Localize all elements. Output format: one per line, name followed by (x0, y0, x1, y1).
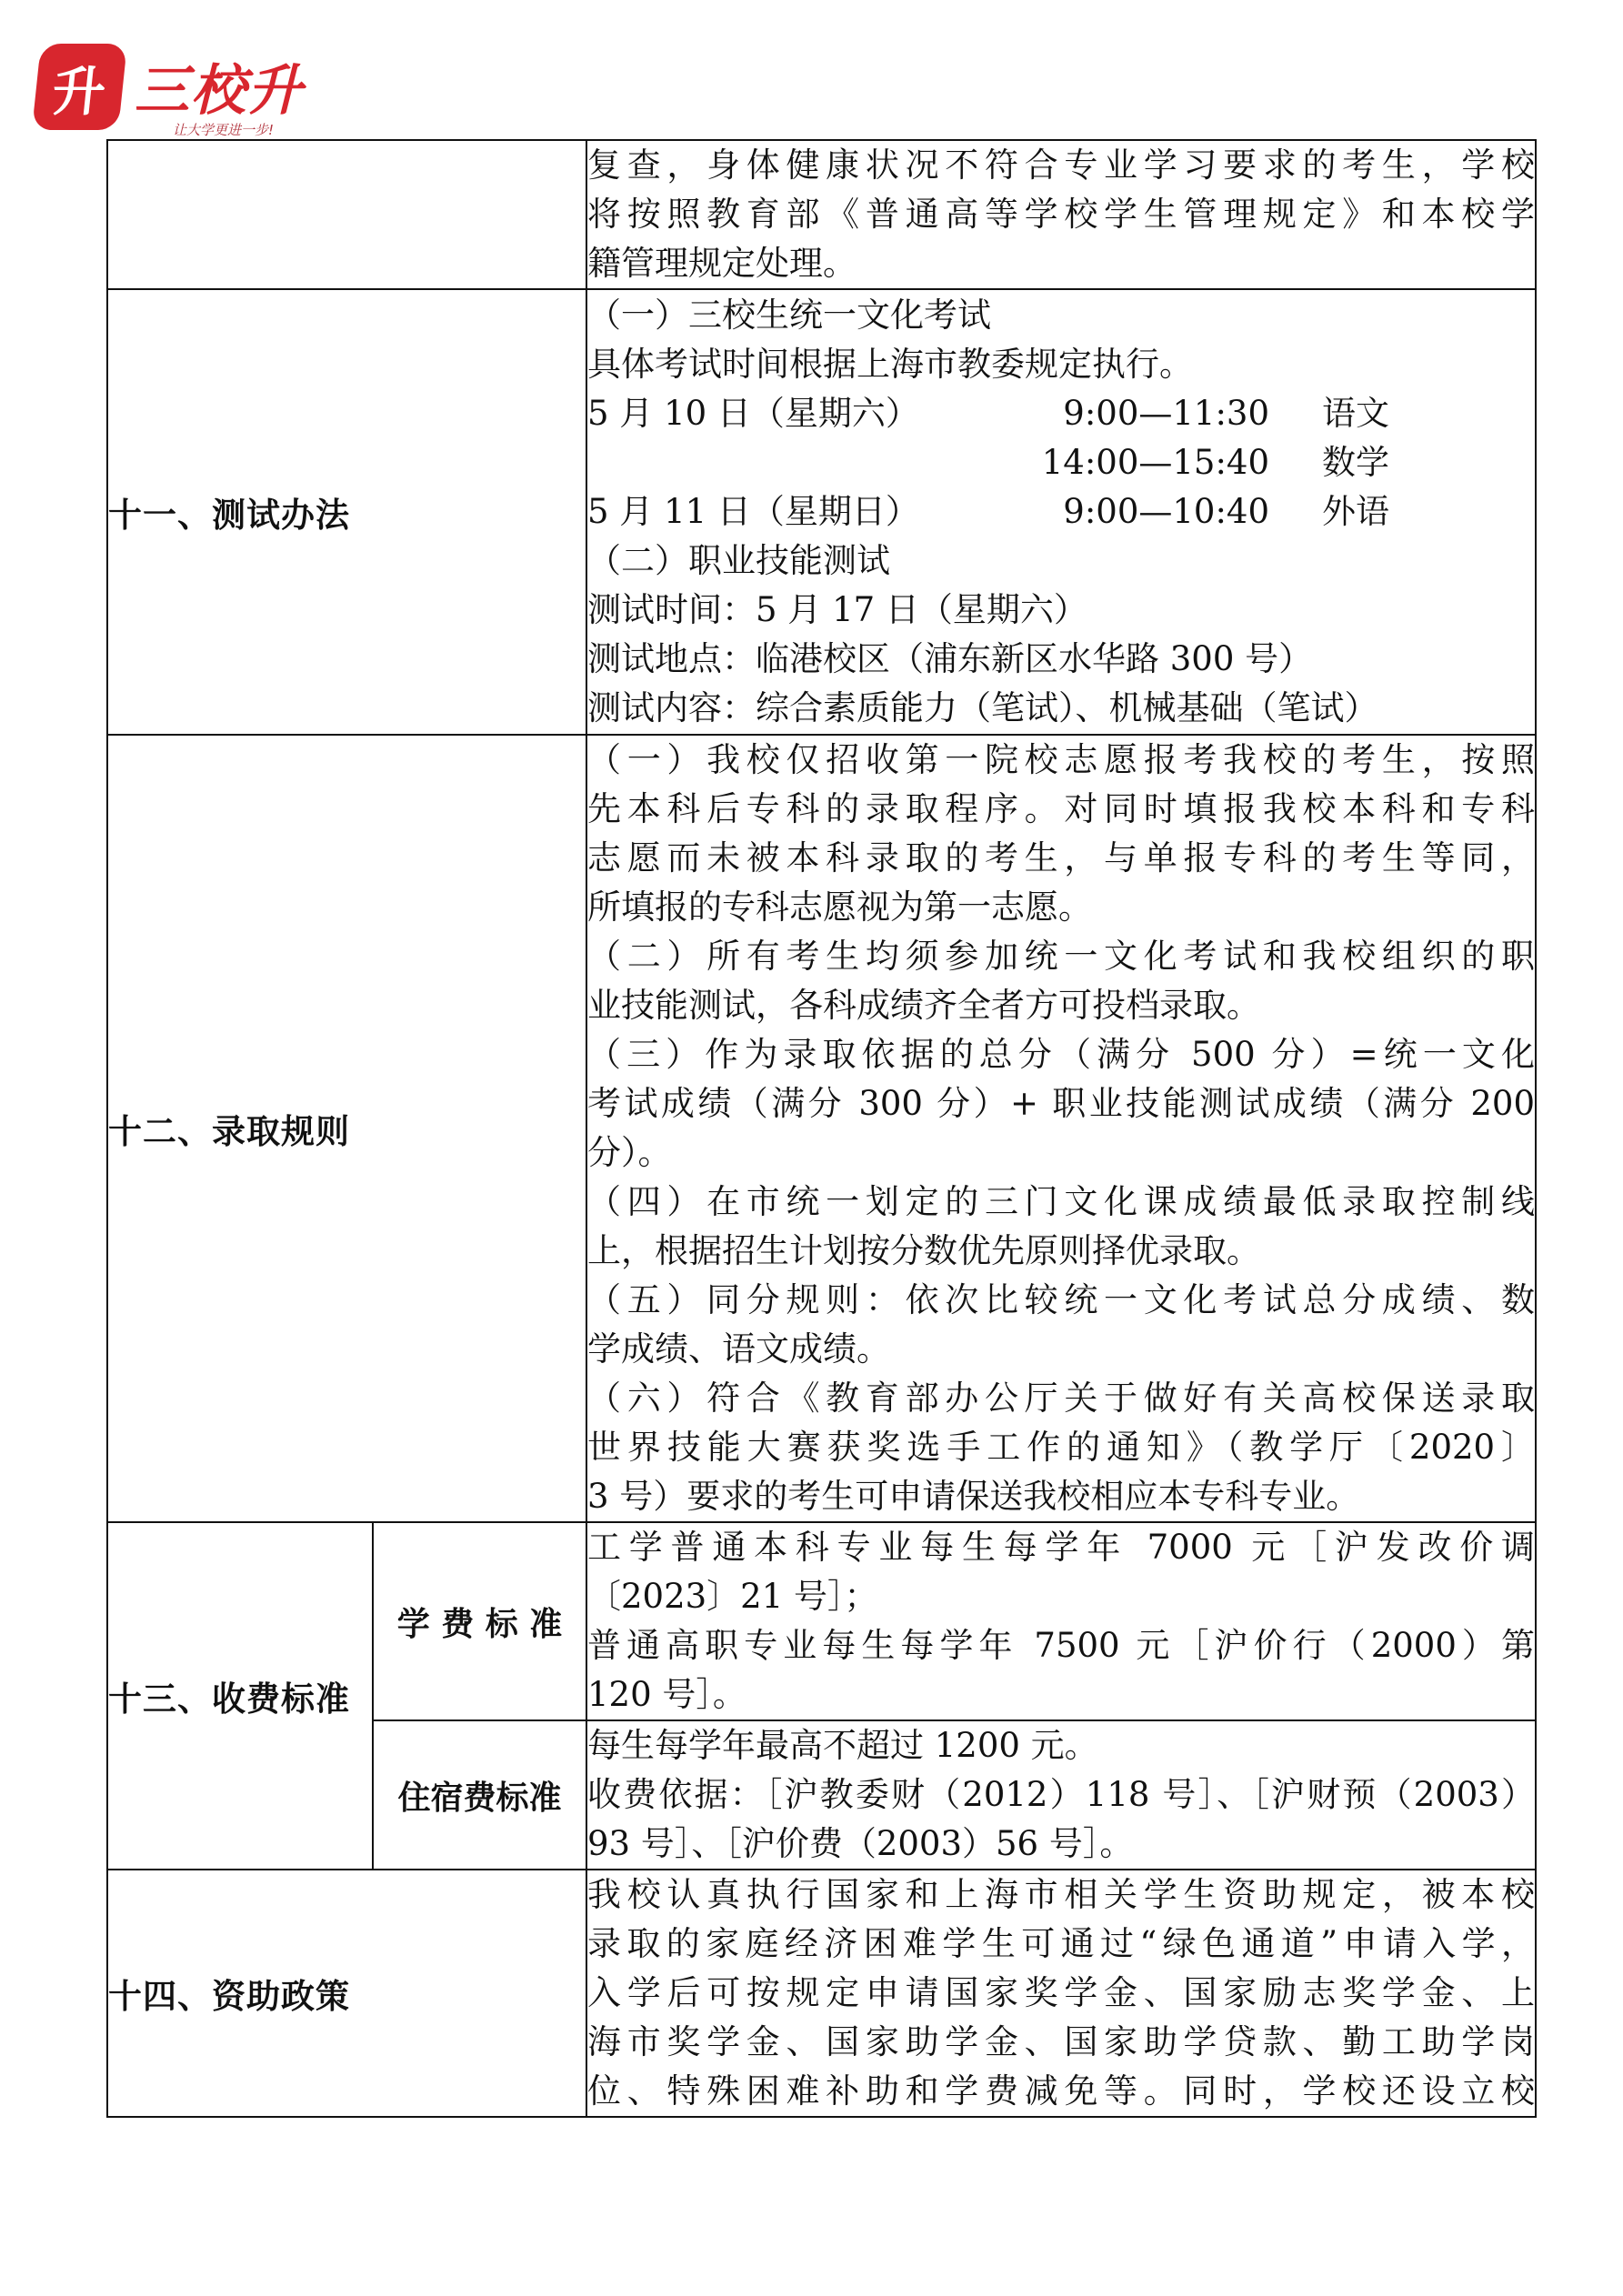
schedule-row (587, 487, 1535, 536)
row-label: 十三、收费标准 (107, 1522, 373, 1870)
text-line: 世界技能大赛获奖选手工作的通知》（教学厅〔2020〕 (587, 1428, 1535, 1467)
schedule-subject: 语文 (1322, 394, 1389, 433)
text-line: 考试成绩（满分 300 分）+ 职业技能测试成绩（满分 200 (587, 1084, 1535, 1123)
text-line: 先本科后专科的录取程序。对同时填报我校本科和专科 (587, 789, 1535, 828)
row-continuation (107, 140, 1536, 289)
text-line: 120 号］。 (587, 1675, 746, 1714)
row-label-empty (107, 140, 586, 289)
text-line: 入学后可按规定申请国家奖学金、国家励志奖学金、上 (587, 1973, 1535, 2012)
text-line: 分）。 (587, 1133, 672, 1172)
text-line: （三）作为录取依据的总分（满分 500 分）=统一文化 (587, 1035, 1535, 1074)
text-line: 93 号］、［沪价费（2003）56 号］。 (587, 1824, 1134, 1863)
text-line: 海市奖学金、国家助学金、国家助学贷款、勤工助学岗 (587, 2022, 1535, 2061)
text-line: 收费依据：［沪教委财（2012）118 号］、［沪财预（2003） (587, 1775, 1535, 1814)
text-line: （五）同分规则：依次比较统一文化考试总分成绩、数 (587, 1280, 1535, 1319)
logo-slogan: 让大学更进一步! (173, 122, 275, 138)
schedule-row (587, 389, 1535, 438)
row-testing-method (107, 289, 1536, 735)
text-line: 所填报的专科志愿视为第一志愿。 (587, 887, 1092, 927)
logo (36, 36, 336, 145)
text-line: （六）符合《教育部办公厅关于做好有关高校保送录取 (587, 1379, 1535, 1418)
row-content (586, 1870, 1536, 2117)
row-financial-aid (107, 1870, 1536, 2117)
row-content (586, 735, 1536, 1522)
text-line: 普通高职专业每生每学年 7500 元［沪价行（2000）第 (587, 1626, 1535, 1665)
text-line: 录取的家庭经济困难学生可通过“绿色通道”申请入学， (587, 1924, 1535, 1963)
schedule-date: 5 月 10 日（星期六） (587, 394, 919, 433)
text-line: 具体考试时间根据上海市教委规定执行。 (587, 345, 1193, 384)
row-admission-rules (107, 735, 1536, 1522)
text-line: （四）在市统一划定的三门文化课成绩最低录取控制线 (587, 1182, 1535, 1221)
dorm-fee-content (586, 1720, 1536, 1870)
row-label: 十四、资助政策 (107, 1870, 586, 2117)
text-line: 每生每学年最高不超过 1200 元。 (587, 1726, 1098, 1765)
row-label: 十二、录取规则 (107, 735, 586, 1522)
dorm-fee-label: 住宿费标准 (373, 1720, 586, 1870)
schedule-subject: 外语 (1322, 492, 1389, 531)
text-line: 测试时间：5 月 17 日（星期六） (587, 590, 1087, 629)
text-line: 复查，身体健康状况不符合专业学习要求的考生，学校 (587, 145, 1535, 185)
logo-badge: 升 (32, 44, 127, 130)
schedule-time: 9:00—10:40 (1063, 492, 1269, 531)
text-line: 测试内容：综合素质能力（笔试）、机械基础（笔试） (587, 688, 1378, 727)
text-line: 我校认真执行国家和上海市相关学生资助规定，被本校 (587, 1875, 1535, 1914)
text-line: 〔2023〕21 号］； (587, 1577, 878, 1616)
row-content (586, 140, 1536, 289)
section-title: （二）职业技能测试 (587, 541, 890, 580)
text-line: （二）所有考生均须参加统一文化考试和我校组织的职 (587, 937, 1535, 976)
text-line: 上，根据招生计划按分数优先原则择优录取。 (587, 1231, 1260, 1270)
schedule-time: 14:00—15:40 (1041, 443, 1269, 482)
text-line: （一）我校仅招收第一院校志愿报考我校的考生，按照 (587, 740, 1535, 779)
admission-table (106, 139, 1537, 2118)
text-line: 学成绩、语文成绩。 (587, 1329, 890, 1369)
schedule-time: 9:00—11:30 (1063, 394, 1269, 433)
row-label: 十一、测试办法 (107, 289, 586, 735)
text-line: 位、特殊困难补助和学费减免等。同时，学校还设立校 (587, 2071, 1535, 2111)
row-fees-tuition (107, 1522, 1536, 1720)
text-line: 工学普通本科专业每生每学年 7000 元［沪发改价调 (587, 1528, 1535, 1567)
text-line: 3 号）要求的考生可申请保送我校相应本专科专业。 (587, 1477, 1360, 1516)
text-line: 籍管理规定处理。 (587, 244, 857, 283)
schedule-subject: 数学 (1322, 443, 1389, 482)
row-content (586, 289, 1536, 735)
section-title: （一）三校生统一文化考试 (587, 296, 991, 335)
text-line: 将按照教育部《普通高等学校学生管理规定》和本校学 (587, 195, 1535, 234)
schedule-date: 5 月 11 日（星期日） (587, 492, 919, 531)
tuition-content (586, 1522, 1536, 1720)
text-line: 测试地点：临港校区（浦东新区水华路 300 号） (587, 639, 1313, 678)
schedule-row (587, 438, 1535, 487)
text-line: 志愿而未被本科录取的考生，与单报专科的考生等同， (587, 838, 1535, 877)
text-line: 业技能测试，各科成绩齐全者方可投档录取。 (587, 986, 1260, 1025)
logo-name: 三校升 (135, 59, 304, 123)
tuition-label: 学 费 标 准 (373, 1522, 586, 1720)
